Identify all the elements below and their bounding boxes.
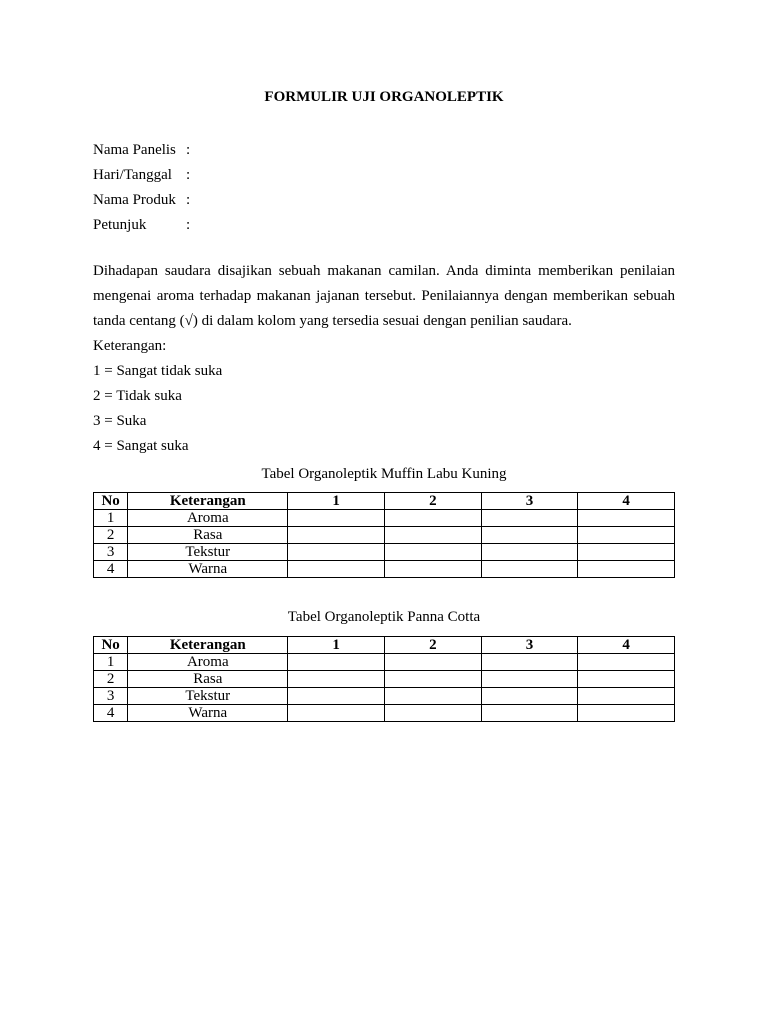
score-cell[interactable] xyxy=(578,688,675,705)
cell-no: 2 xyxy=(94,671,128,688)
header-score-1: 1 xyxy=(288,637,385,654)
score-cell[interactable] xyxy=(384,654,481,671)
cell-no: 3 xyxy=(94,544,128,561)
score-cell[interactable] xyxy=(288,654,385,671)
table-row xyxy=(94,527,675,544)
form-fields xyxy=(93,138,675,238)
score-cell[interactable] xyxy=(288,705,385,722)
table-row xyxy=(94,654,675,671)
field-petunjuk xyxy=(93,213,675,238)
legend-item: 2 = Tidak suka xyxy=(93,388,182,404)
form-title: FORMULIR UJI ORGANOLEPTIK xyxy=(264,89,504,105)
cell-keterangan: Tekstur xyxy=(128,544,288,561)
field-label: Nama Panelis xyxy=(93,142,176,158)
field-colon: : xyxy=(186,192,191,208)
field-colon: : xyxy=(186,167,191,183)
header-keterangan: Keterangan xyxy=(128,493,288,510)
cell-no: 2 xyxy=(94,527,128,544)
score-cell[interactable] xyxy=(384,510,481,527)
cell-no: 1 xyxy=(94,510,128,527)
legend-heading: Keterangan: xyxy=(93,338,167,354)
instruction-paragraph: Dihadapan saudara disajikan sebuah makanan camilan. Anda diminta memberikan penilaian mengenai aroma terhadap makanan jajanan tersebut. Penilaiannya dengan memberikan sebuah tanda centang (√) di dalam kolom yang tersedia sesuai dengan penilian saudara. xyxy=(93,263,675,329)
score-cell[interactable] xyxy=(288,688,385,705)
cell-keterangan: Rasa xyxy=(128,527,288,544)
header-score-3: 3 xyxy=(481,493,578,510)
table-header-row xyxy=(94,637,675,654)
cell-no: 4 xyxy=(94,705,128,722)
field-nama-produk xyxy=(93,188,675,213)
score-cell[interactable] xyxy=(481,688,578,705)
score-cell[interactable] xyxy=(481,527,578,544)
score-cell[interactable] xyxy=(578,705,675,722)
score-cell[interactable] xyxy=(481,544,578,561)
score-cell[interactable] xyxy=(578,561,675,578)
score-cell[interactable] xyxy=(384,688,481,705)
cell-no: 1 xyxy=(94,654,128,671)
score-cell[interactable] xyxy=(288,510,385,527)
header-score-1: 1 xyxy=(288,493,385,510)
field-colon: : xyxy=(186,217,191,233)
field-label: Hari/Tanggal xyxy=(93,167,172,183)
cell-keterangan: Warna xyxy=(128,561,288,578)
table-header-row xyxy=(94,493,675,510)
score-cell[interactable] xyxy=(578,510,675,527)
score-cell[interactable] xyxy=(288,671,385,688)
header-score-2: 2 xyxy=(384,637,481,654)
table-row xyxy=(94,671,675,688)
cell-no: 4 xyxy=(94,561,128,578)
table-muffin-labu-kuning xyxy=(93,492,675,578)
header-no: No xyxy=(94,493,128,510)
score-cell[interactable] xyxy=(481,510,578,527)
table-row xyxy=(94,510,675,527)
table-row xyxy=(94,688,675,705)
cell-keterangan: Warna xyxy=(128,705,288,722)
table-panna-cotta xyxy=(93,636,675,722)
score-cell[interactable] xyxy=(481,654,578,671)
header-score-2: 2 xyxy=(384,493,481,510)
score-cell[interactable] xyxy=(384,527,481,544)
score-cell[interactable] xyxy=(288,544,385,561)
legend-item: 1 = Sangat tidak suka xyxy=(93,363,223,379)
score-cell[interactable] xyxy=(578,654,675,671)
rating-legend xyxy=(93,334,675,459)
score-cell[interactable] xyxy=(384,561,481,578)
table-row xyxy=(94,705,675,722)
field-colon: : xyxy=(186,142,191,158)
score-cell[interactable] xyxy=(578,544,675,561)
header-keterangan: Keterangan xyxy=(128,637,288,654)
score-cell[interactable] xyxy=(384,544,481,561)
score-cell[interactable] xyxy=(481,671,578,688)
score-cell[interactable] xyxy=(288,527,385,544)
cell-keterangan: Aroma xyxy=(128,510,288,527)
legend-item: 3 = Suka xyxy=(93,413,147,429)
score-cell[interactable] xyxy=(288,561,385,578)
score-cell[interactable] xyxy=(481,561,578,578)
score-cell[interactable] xyxy=(384,671,481,688)
table-caption-muffin: Tabel Organoleptik Muffin Labu Kuning xyxy=(261,466,507,482)
cell-keterangan: Aroma xyxy=(128,654,288,671)
legend-item: 4 = Sangat suka xyxy=(93,438,189,454)
header-score-3: 3 xyxy=(481,637,578,654)
cell-no: 3 xyxy=(94,688,128,705)
header-score-4: 4 xyxy=(578,637,675,654)
score-cell[interactable] xyxy=(481,705,578,722)
cell-keterangan: Tekstur xyxy=(128,688,288,705)
table-row xyxy=(94,544,675,561)
table-row xyxy=(94,561,675,578)
field-hari-tanggal xyxy=(93,163,675,188)
field-label: Nama Produk xyxy=(93,192,176,208)
cell-keterangan: Rasa xyxy=(128,671,288,688)
score-cell[interactable] xyxy=(578,671,675,688)
header-no: No xyxy=(94,637,128,654)
header-score-4: 4 xyxy=(578,493,675,510)
score-cell[interactable] xyxy=(578,527,675,544)
score-cell[interactable] xyxy=(384,705,481,722)
table-caption-panna-cotta: Tabel Organoleptik Panna Cotta xyxy=(287,609,481,625)
field-nama-panelis xyxy=(93,138,675,163)
field-label: Petunjuk xyxy=(93,217,147,233)
